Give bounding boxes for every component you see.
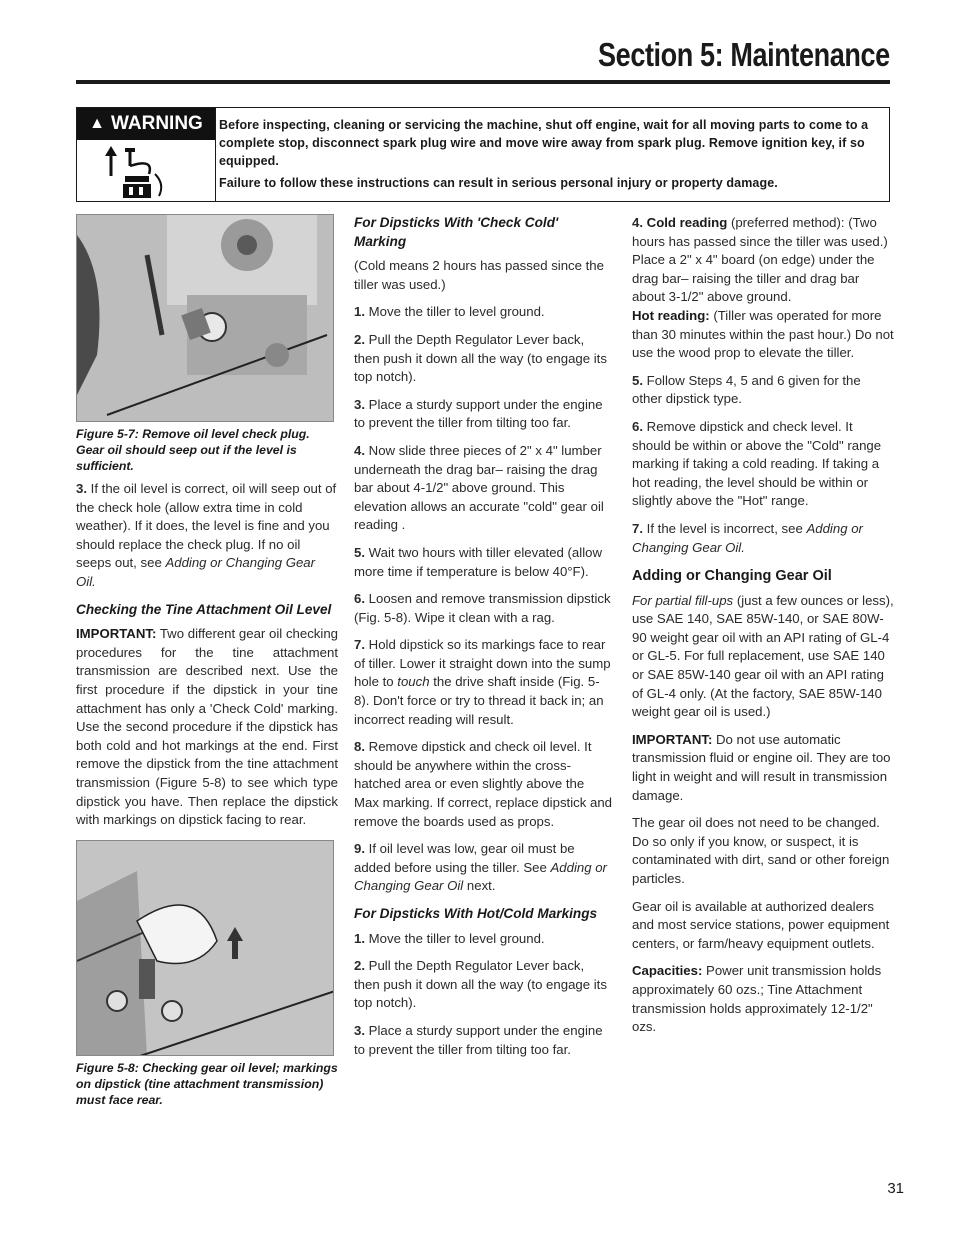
figure-5-8-illustration [77,841,334,1056]
hot-step-1: 1. Move the tiller to level ground. [354,930,545,946]
cold-step-7: 7. Hold dipstick so its markings face to rear of tiller. Lower it straight down into the sump hole to touch the drive shaft inside (Fig. 5-8). Don't force or try to thread it back in; an incorrect reading will result. [354,637,611,727]
cold-step-5: 5. Wait two hours with tiller elevated (allow more time if temperature is below 40°F). [354,544,602,579]
hot-step-4: 4. Cold reading (preferred method): (Two hours has passed since the tiller was used.) Place a 2" x 4" board (on edge) under the drag bar– raising the tiller and drag bar about 3-1/2" above ground. Hot reading: (Tiller was operated for more than 30 minutes within the past hour.) Do not use the wood prop to elevate the tiller. [632,215,894,361]
warning-instructions: Before inspecting, cleaning or servicing the machine, shut off engine, wait for all moving parts to come to a complete stop, disconnect spark plug wire and move wire away from spark plug. Remove ignition key, if so equipped. [219,118,869,168]
hot-step-5: 5. Follow Steps 4, 5 and 6 given for the other dipstick type. [632,372,861,407]
cold-step-1: 1. Move the tiller to level ground. [354,304,545,320]
page-number: 31 [887,1180,904,1197]
hot-step-6: 6. Remove dipstick and check level. It should be within or above the "Cold" range marking if taking a cold reading. If taking a hot reading, the level should be within or slightly above the "Hot" range. [632,418,882,509]
oil-change-note: The gear oil does not need to be changed. Do so only if you know, or suspect, it is contaminated with dirt, sand or other foreign particles. [632,815,890,886]
column-left [76,214,338,1114]
warning-box [76,107,890,202]
figure-5-7-photo [76,214,334,422]
column-middle [354,214,612,1068]
partial-fillups: For partial fill-ups (just a few ounces or less), use SAE 140, SAE 85W-140, or SAE 80W-90 weight gear oil with an API rating of GL-4 or GL-5. For full replacement, use SAE 140 or SAE 85W-140 gear oil with an API rating of GL-4 only. (At the factory, SAE 85W-140 weight gear oil is used.) [632,592,894,720]
capacities: Capacities: Power unit transmission holds approximately 60 ozs.; Tine Attachment transmission holds approximately 12-1/2" ozs. [632,963,882,1035]
hot-step-7: 7. If the level is incorrect, see Adding or Changing Gear Oil. [632,520,863,555]
cold-step-2: 2. Pull the Depth Regulator Lever back, then push it down all the way (to engage its top notch). [354,331,607,385]
figure-5-8-photo [76,840,334,1056]
hot-step-3: 3. Place a sturdy support under the engine to prevent the tiller from tilting too far. [354,1022,603,1057]
cold-step-8: 8. Remove dipstick and check oil level. It should be anywhere within the cross-hatched area or even slightly above the Max marking. If correct, replace dipstick and remove the boards used as props. [354,739,612,829]
title-rule [76,80,890,84]
subheading-check-cold: For Dipsticks With 'Check Cold' Marking [354,215,559,249]
figure-5-7-illustration [77,215,334,422]
oil-availability: Gear oil is available at authorized dealers and most service stations, power equipment centers, or farm/heavy equipment outlets. [632,898,890,951]
step-3: 3. If the oil level is correct, oil will seep out of the check hole (allow extra time in cold weather). If it does, the level is fine and you should replace the check plug. If no oil seeps out, see Adding or Changing Gear Oil. [76,481,337,589]
warning-text [219,116,887,192]
figure-5-8-caption: Figure 5-8: Checking gear oil level; markings on dipstick (tine attachment transmission) must face rear. [76,1060,338,1107]
subheading-checking-tine-oil: Checking the Tine Attachment Oil Level [76,601,332,617]
heading-adding-changing-oil: Adding or Changing Gear Oil [632,568,832,585]
cold-step-6: 6. Loosen and remove transmission dipstick (Fig. 5-8). Wipe it clean with a rag. [354,591,611,625]
warning-consequence: Failure to follow these instructions can result in serious personal injury or property damage. [219,176,778,190]
cold-step-3: 3. Place a sturdy support under the engine to prevent the tiller from tilting too far. [354,396,603,431]
column-right [632,214,894,1046]
warning-badge-label: WARNING [111,113,203,134]
warning-badge [77,108,215,140]
hot-step-2: 2. Pull the Depth Regulator Lever back, then push it down all the way (to engage its top notch). [354,958,607,1011]
subheading-hot-cold: For Dipsticks With Hot/Cold Markings [354,906,598,921]
cold-step-9: 9. If oil level was low, gear oil must be added before using the tiller. See Adding or Changing Gear Oil next. [354,841,607,894]
figure-5-7-caption: Figure 5-7: Remove oil level check plug. Gear oil should seep out if the level is sufficient. [76,427,310,473]
page-title: Section 5: Maintenance [598,36,890,73]
cold-intro: (Cold means 2 hours has passed since the tiller was used.) [354,258,604,292]
warning-triangle-icon: ▲ [89,115,105,132]
cold-step-4: 4. Now slide three pieces of 2" x 4" lumber underneath the drag bar– raising the drag bar about 4-1/2" above ground. This elevation allows an accurate "cold" gear oil reading . [354,442,604,533]
warning-divider [215,108,216,201]
important-note-procedures: IMPORTANT: Two different gear oil checking procedures for the tine attachment transmission are described next. Use the first procedure if the dipstick in your tine attachment has only a 'Check Cold' marking. Use the second procedure if the dipstick has both cold and hot markings at the end. First remove the dipstick from the tine attachment transmission (Figure 5-8) to see which type dipstick you have. Then replace the dipstick with markings on dipstick facing to rear. [76,626,338,828]
spark-plug-disconnect-icon [99,144,199,200]
important-note-fluid: IMPORTANT: Do not use automatic transmission fluid or engine oil. They are too light in weight and will result in transmission damage. [632,731,891,803]
